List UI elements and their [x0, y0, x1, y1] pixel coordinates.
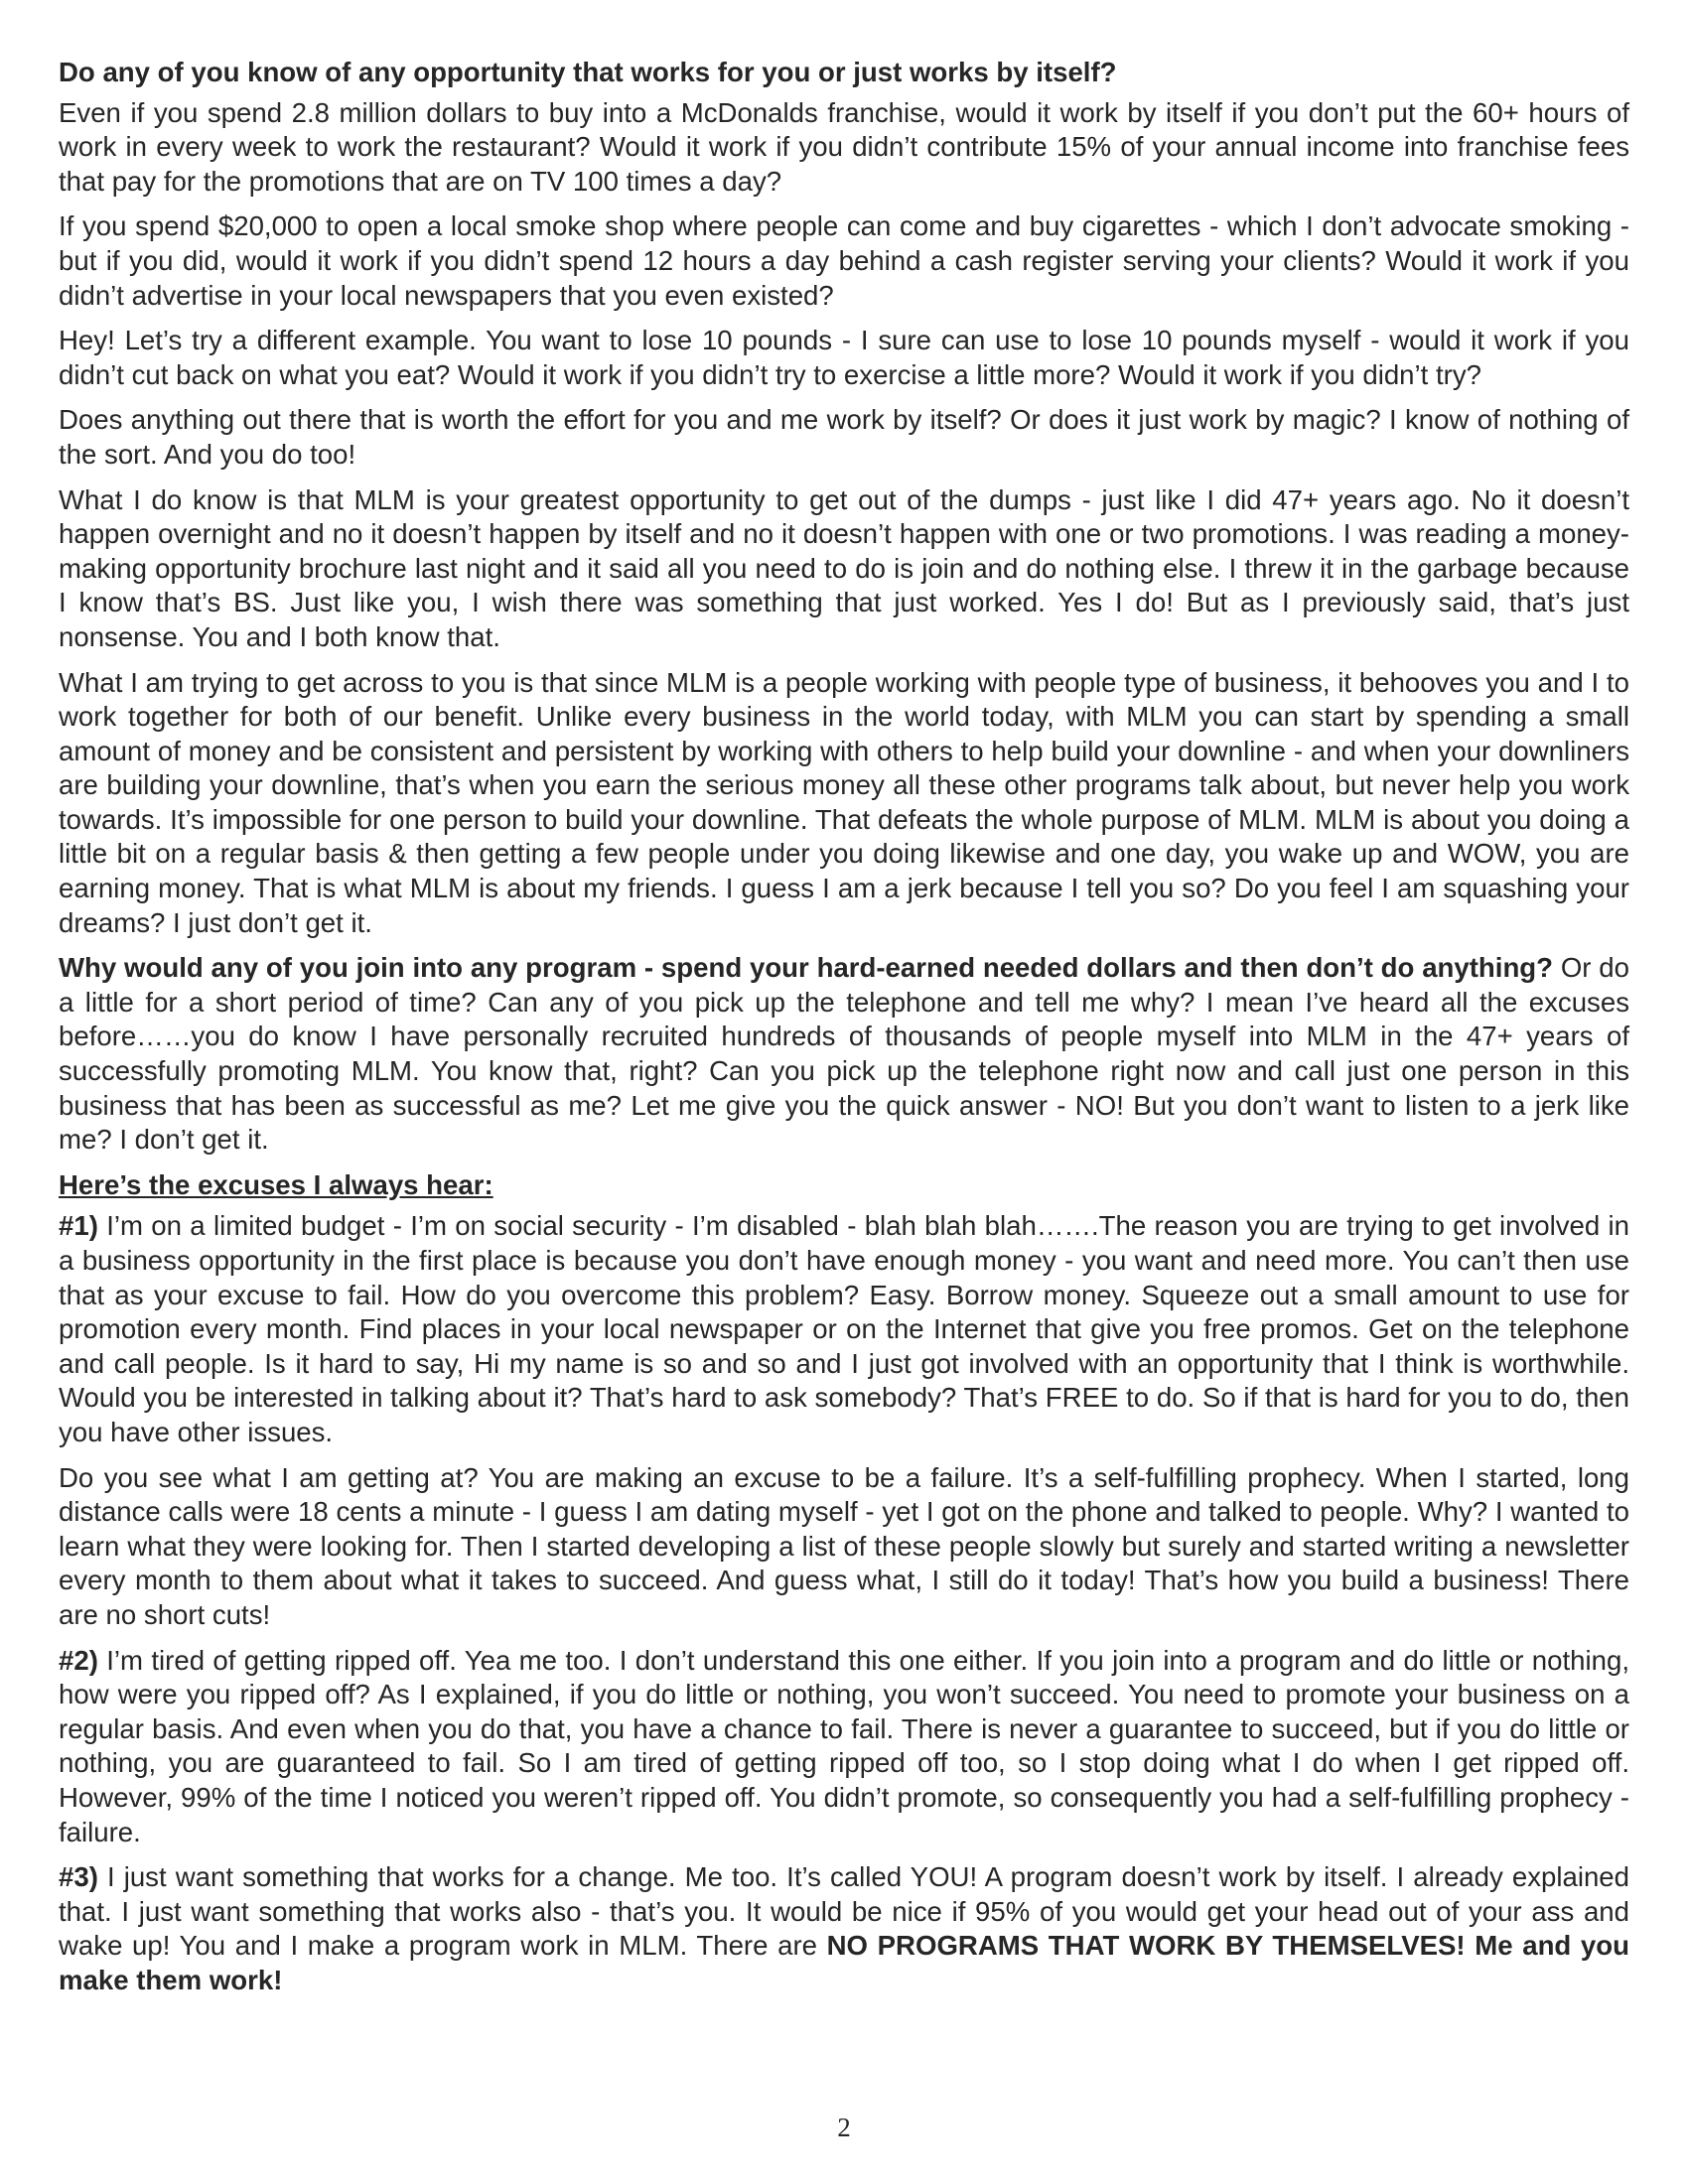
- excuse-1: [59, 1209, 1629, 1449]
- paragraph-mcdonalds: Even if you spend 2.8 million dollars to buy into a McDonalds franchise, would it work by itself if you don’t put the 60+ hours of work in every week to work the restaurant? Would it work if you didn’t contribute 15% of your annual income into franchise fees that pay for the promotions that are on TV 100 times a day?: [59, 96, 1629, 197]
- paragraph-magic: Does anything out there that is worth the effort for you and me work by itself? Or does it just work by magic? I know of nothing of the sort. And you do too!: [59, 404, 1629, 470]
- paragraph-smoke-shop: If you spend $20,000 to open a local smoke shop where people can come and buy cigarettes - which I don’t advocate smoking - but if you did, would it work if you didn’t spend 12 hours a day behind a cash register serving your clients? Would it work if you didn’t advertise in your local newspapers that you even existed?: [59, 210, 1629, 311]
- paragraph-excuse-failure: Do you see what I am getting at? You are making an excuse to be a failure. It’s a self-fulfilling prophecy. When I started, long distance calls were 18 cents a minute - I guess I am dating myself - yet I got on the phone and talked to people. Why? I wanted to learn what they were looking for. Then I started developing a list of these people slowly but surely and started writing a newsletter every month to them about what it takes to succeed. And guess what, I still do it today! That’s how you build a business! There are no short cuts!: [59, 1461, 1629, 1630]
- excuse-2-text: I’m tired of getting ripped off. Yea me too. I don’t understand this one either. If you join into a program and do little or nothing, how were you ripped off? As I explained, if you do little or nothing, you won’t succeed. You need to promote your business on a regular basis. And even when you do that, you have a chance to fail. There is never a guarantee to succeed, but if you do little or nothing, you are guaranteed to fail. So I am tired of getting ripped off too, so I stop doing what I do when I get ripped off. However, 99% of the time I noticed you weren’t ripped off. You didn’t promote, so consequently you had a self-fulfilling prophecy - failure.: [59, 1644, 1629, 1847]
- paragraph-work-together: What I am trying to get across to you is that since MLM is a people working with people type of business, it behooves you and I to work together for both of our benefit. Unlike every business in the world today, with MLM you can start by spending a small amount of money and be consistent and persistent by working with others to help build your downline - and when your downliners are building your downline, that’s when you earn the serious money all these other programs talk about, but never help you work towards. It’s impossible for one person to build your downline. That defeats the whole purpose of MLM. MLM is about you doing a little bit on a regular basis & then getting a few people under you doing likewise and one day, you wake up and WOW, you are earning money. That is what MLM is about my friends. I guess I am a jerk because I tell you so? Do you feel I am squashing your dreams? I just don’t get it.: [59, 666, 1629, 938]
- excuse-2: [59, 1644, 1629, 1850]
- excuse-2-label: #2): [59, 1644, 98, 1676]
- excuse-1-label: #1): [59, 1210, 98, 1242]
- excuse-3-bold-ending: NO PROGRAMS THAT WORK BY THEMSELVES! Me and you make them work!: [59, 1930, 1629, 1995]
- paragraph-lose-weight: Hey! Let’s try a different example. You want to lose 10 pounds - I sure can use to lose 10 pounds myself - would it work if you didn’t cut back on what you eat? Would it work if you didn’t try to exercise a little more? Would it work if you didn’t try?: [59, 325, 1629, 390]
- document-body: [59, 56, 1629, 2008]
- excuse-3-text: I just want something that works for a change. Me too. It’s called YOU! A program doesn’t work by itself. I already explained that. I just want something that works also - that’s you. It would be nice if 95% of you would get your head out of your ass and wake up! You and I make a program work in MLM. There are: [59, 1861, 1629, 1962]
- why-join-bold-text: Why would any of you join into any program - spend your hard-earned needed dollars and then don’t do anything?: [59, 952, 1554, 984]
- excuse-3: [59, 1860, 1629, 1997]
- why-join-text: Or do a little for a short period of time? Can any of you pick up the telephone and tell me why? I mean I’ve heard all the excuses before……you do know I have personally recruited hundreds of thousands of people myself into MLM in the 47+ years of successfully promoting MLM. You know that, right? Can you pick up the telephone right now and call just one person in this business that has been as successful as me? Let me give you the quick answer - NO! But you don’t want to listen to a jerk like me? I don’t get it.: [59, 952, 1629, 1156]
- question-title: Do any of you know of any opportunity that works for you or just works by itself?: [59, 57, 1117, 87]
- excuse-1-text: I’m on a limited budget - I’m on social security - I’m disabled - blah blah blah…….The reason you are trying to get involved in a business opportunity in the first place is because you don’t have enough money - you want and need more. You can’t then use that as your excuse to fail. How do you overcome this problem? Easy. Borrow money. Squeeze out a small amount to use for promotion every month. Find places in your local newspaper or on the Internet that give you free promos. Get on the telephone and call people. Is it hard to say, Hi my name is so and so and I just got involved with an opportunity that I think is worthwhile. Would you be interested in talking about it? That’s hard to ask somebody? That’s FREE to do. So if that is hard for you to do, then you have other issues.: [59, 1210, 1629, 1447]
- excuse-3-label: #3): [59, 1861, 98, 1893]
- page-number: 2: [837, 2113, 851, 2142]
- paragraph-why-join: [59, 951, 1629, 1158]
- paragraph-mlm-opportunity: What I do know is that MLM is your greatest opportunity to get out of the dumps - just like I did 47+ years ago. No it doesn’t happen overnight and no it doesn’t happen by itself and no it doesn’t happen with one or two promotions. I was reading a money-making opportunity brochure last night and it said all you need to do is join and do nothing else. I threw it in the garbage because I know that’s BS. Just like you, I wish there was something that just worked. Yes I do! But as I previously said, that’s just nonsense. You and I both know that.: [59, 483, 1629, 652]
- excuses-heading: Here’s the excuses I always hear:: [59, 1168, 493, 1200]
